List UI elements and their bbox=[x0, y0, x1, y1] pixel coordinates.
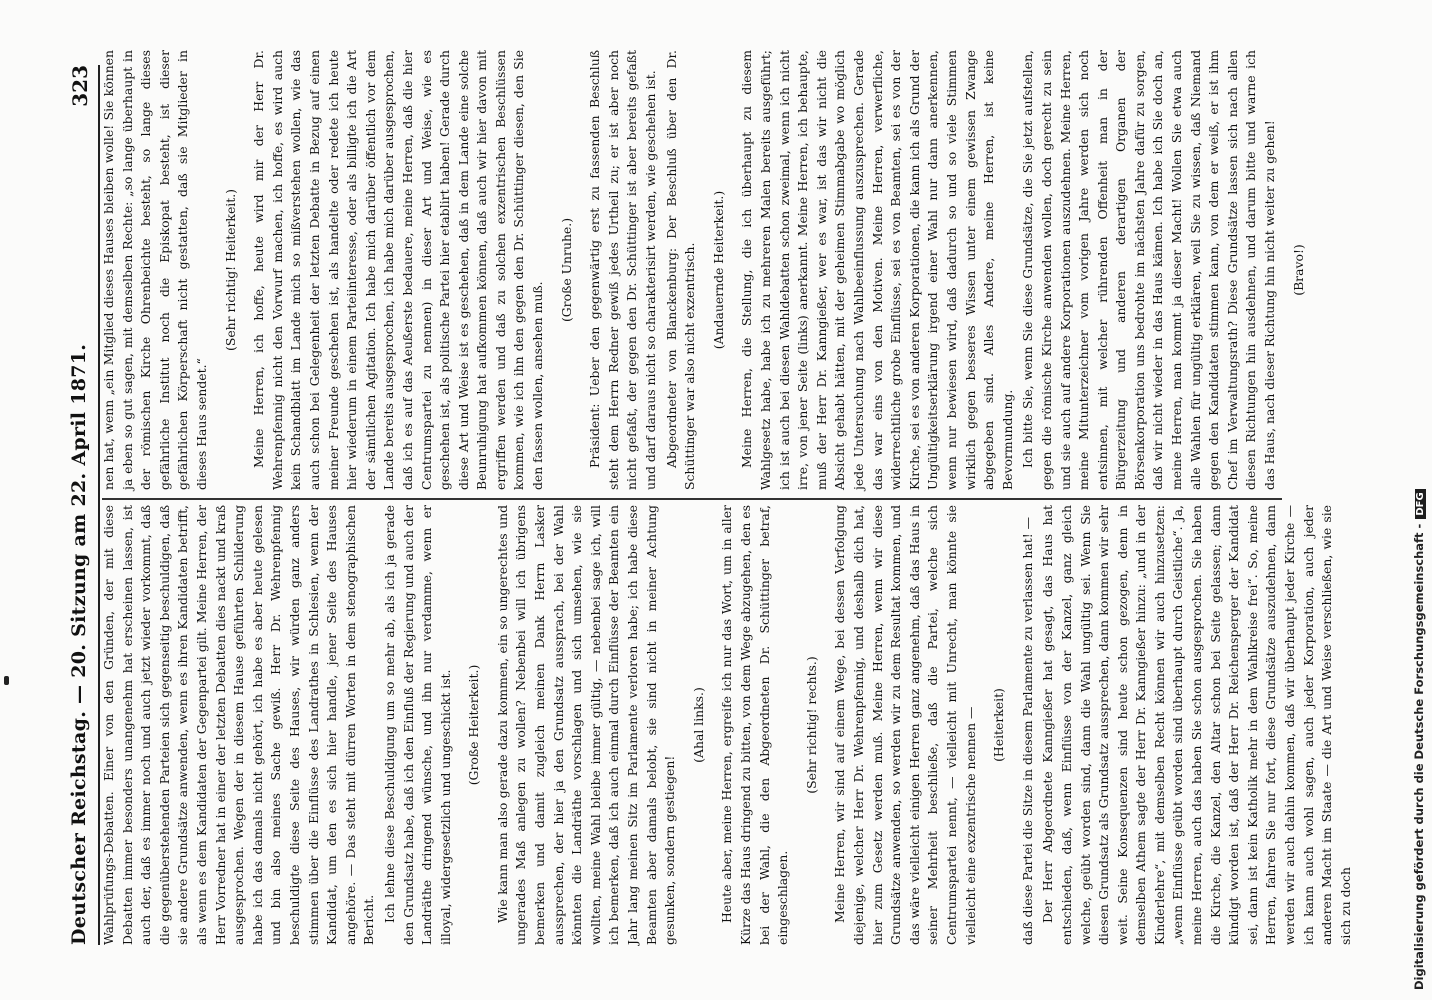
paragraph: Der Herr Abgeordnete Kanngießer hat gesagt, das Haus hat entschieden, daß, wenn Einflüsse von der Kanzel, ganz gleich welche, geübt worden sind, dann die Wahl ungültig sei. Wenn Sie diesen Grundsatz als Grundsatz aussprechen, dann kommen wir sehr weit. Seine Konsequenzen sind heute schon gezogen, denn in demselben Athem sagte der Herr Dr. Kanngießer hinzu: „und in der Kinderlehre“, mit demselben Recht können wir auch hinzusetzen: „wenn Einflüsse geübt worden sind überhaupt durch Geistliche“. Ja, meine Herren, auch das haben Sie schon ausgesprochen. Sie haben die Kirche, die Kanzel, den Altar schon bei Seite gelassen; dann kündigt worden ist, daß der Herr Dr. Reichensperger der Kandidat sei, dann ist kein Katholik mehr in dem Wahlkreise frei“. So, meine Herren, fahren Sie nur fort, diese Grundsätze auszudehnen, dann werden wir auch dahin kommen, daß wir überhaupt jeder Kirche — ich kann auch wohl sagen, auch jeder Korporation, auch jeder anderen Macht im Staate — die Art und Weise verschließen, wie sie sich zu doch bbox=[1040, 505, 1353, 945]
paragraph: Wahlprüfungs-Debatten. Einer von den Gründen, der mit diese Debatten immer besonders unangenehm hat erscheinen lassen, ist auch der, daß es immer noch und auch jetzt wieder vorkommt, daß die gegenüberstehenden Parteien sich gegenseitig beschuldigen, daß sie andere Grundsätze anwenden, wenn es ihren Kandidaten betrifft, als wenn es dem Kandidaten der Gegenpartei gilt. Meine Herren, der Herr Vorredner hat in einer der letzten Debatten dies nackt und kraß ausgesprochen. Wegen der in diesem Hause geführten Schilderung habe ich das damals nicht gehört, ich habe es aber heute gelesen und bin also meines Sache gewiß. Herr Dr. Wehrenpfennig beschuldigte diese Seite des Hauses, wir würden ganz anders stimmen über die Einflüsse des Landrathes in Schlesien, wenn der Kandidat, um den es sich hier handle, jener Seite des Hauses angehöre. — Das steht mit dürren Worten in dem stenographischen Bericht. bbox=[101, 505, 377, 945]
attribution-text: Digitalisierung gefördert durch die Deutsche Forschungsgemeinschaft - bbox=[1412, 523, 1426, 990]
stage-direction: (Große Heiterkeit.) bbox=[466, 664, 482, 786]
stage-direction: (Bravo!) bbox=[1290, 244, 1306, 296]
stage-direction: (Andauernde Heiterkeit.) bbox=[710, 190, 726, 350]
dfg-logo: DFG bbox=[1415, 489, 1426, 518]
stage-direction: (Große Unruhe.) bbox=[558, 217, 574, 323]
right-column bbox=[100, 50, 1306, 490]
paragraph: daß diese Partei die Sitze in diesem Parlamente zu verlassen hat! — bbox=[1019, 516, 1035, 945]
left-column bbox=[100, 505, 1353, 945]
dfg-attribution bbox=[1412, 489, 1426, 990]
paragraph: nen hat, wenn „ein Mitglied dieses Hauses bleiben wolle! Sie können ja eben so gut sagen, mit demselben Rechte: „so lange überhaupt in der römischen Kirche Ohrenbeichte besteht, so lange dieses gefährliche Institut noch die Episkopat besteht, ist dieser gefährlichen Körperschaft nicht gestatten, daß sie Mitglieder in dieses Haus sendet.“ bbox=[101, 50, 209, 490]
paragraph: Ich bitte Sie, wenn Sie diese Grundsätze, die Sie jetzt aufstellen, gegen die römische Kirche anwenden wollen, doch gerecht zu sein und sie auch auf andere Korporationen auszudehnen. Meine Herren, meine Mitunterzeichner vom vorigen Jahre werden sich noch entsinnen, mit welcher rührenden Offenheit man in der Bürgerzeitung und anderen derartigen Organen der Börsenkorporation uns bedrohte im nächsten Jahre dafür zu sorgen, daß wir nicht wieder in das Haus kämen. Ich habe ich Sie doch an, meine Herren, man kommt ja dieser Macht! Wollen Sie etwa auch alle Wahlen für ungültig erklären, weil Sie zu wissen, daß Niemand gegen den Kandidaten stimmen kann, von dem er weiß, er ist ihm Chef im Verwaltungsrath? Diese Grundsätze lassen sich nach allen diesen Richtungen hin ausdehnen, und darum bitte und warne ich das Haus, nach dieser Richtung hin nicht weiter zu gehen! bbox=[1020, 50, 1278, 490]
paragraph: Abgeordneter von Blanckenburg: Der Beschluß über den Dr. Schüttinger war also nicht exzentrisch. bbox=[663, 50, 698, 490]
column-divider bbox=[102, 499, 1282, 501]
paragraph: Ich lehne diese Beschuldigung um so mehr ab, als ich ja gerade den Grundsatz habe, daß ich den Einfluß der Regierung und auch der Landräthe dringend wünsche, und ihn nur verdamme, wenn er illoyal, widergesetzlich und ungeschickt ist. bbox=[381, 505, 453, 945]
stage-direction: (Sehr richtig! Heiterkeit.) bbox=[222, 189, 238, 351]
stage-direction: (Heiterkeit) bbox=[991, 688, 1007, 762]
stage-direction: (Sehr richtig! rechts.) bbox=[803, 656, 819, 794]
running-header bbox=[62, 65, 98, 945]
page-number: 323 bbox=[68, 65, 92, 107]
paragraph: Wie kann man also gerade dazu kommen, ein so ungerechtes und ungerades Maß anlegen zu wollen? Nebenbei will ich übrigens bemerken und damit zugleich meinen Dank Herrn Lasker aussprechen, der hier ja den Grundsatz aussprach, bei der Wahl könnten die Landräthe vorschlagen und sich umsehen, wie sie wollten, meine Wahl bleibe immer gültig, — nebenbei sage ich, will ich bemerken, daß ich auch einmal durch Einflüsse der Beamten ein Jahr lang meinen Sitz im Parlamente verloren habe; ich habe diese Beamten aber damals belobt, sie sind nicht in meiner Achtung gesunken, sondern gestiegen! bbox=[494, 505, 678, 945]
stage-direction: (Ahal links.) bbox=[690, 687, 706, 763]
paragraph: Meine Herren, die Stellung, die ich überhaupt zu diesem Wahlgesetz habe, habe ich zu mehreren Malen bereits ausgeführt; ich ist auch bei diesen Wahldebatten schon zweimal, wenn ich nicht irre, von jener Seite (links) anerkannt. Meine Herren, ich behaupte, muß der Herr Dr. Kanngießer, wer es war, ist das wir nicht die Absicht gehabt hätten, mit der geheimen Stimmabgabe wo möglich jede Untersuchung nach Wahlbeeinflussung auszusprechen. Gerade das war eins von den Motiven. Meine Herren, verwerfliche, widerrechtliche grobe Einflüsse, sei es von Beamten, sei es von der Kirche, sei es von anderen Korporationen, die kann ich als Grund der Ungültigkeitserklärung irgend einer Wahl nur dann anerkennen, wenn nur bewiesen wird, daß dadurch so und so viele Stimmen wirklich gegen besseres Wissen unter einem gewissen Zwange abgegeben sind. Alles Andere, meine Herren, ist keine Bevormundung. bbox=[739, 50, 1015, 490]
header-title: Deutscher Reichstag. — 20. Sitzung am 22. April 1871. bbox=[68, 343, 90, 945]
paragraph: Meine Herren, ich hoffe, heute wird mir der Herr Dr. Wehrenpfennig nicht den Vorwurf machen, ich hoffe, es wird auch kein Schandblatt im Lande mich so mißverstehen wollen, wie das auch schon bei Gelegenheit der letzten Debatte in Bezug auf einen meiner Freunde geschehen ist, als handelte oder redete ich heute hier wiederum in einem Parteiinteresse, oder als billigte ich die Art der sämtlichen Agitation. Ich habe mich darüber öffentlich vor dem Lande bereits ausgesprochen, ich habe mich darüber ausgesprochen, daß ich es auf das Aeußerste bedauere, meine Herren, daß die hier Centrumspartei zu nennen) in dieser Art und Weise, wie es geschehen ist, als politische Partei hier etablirt haben! Gerade durch diese Art und Weise ist es geschehen, daß in dem Lande eine solche Beunruhigung hat aufkommen können, daß auch wir hier davon mit ergriffen werden und daß zu solchen exzentrischen Beschlüssen kommen, wie ich ihn den gegen den Dr. Schüttinger diesen, den Sie den fassen wollen, ansehen muß. bbox=[251, 50, 546, 490]
paragraph: Präsident: Ueber den gegenwärtig erst zu fassenden Beschluß steht dem Herrn Redner gewiß jedes Urtheil zu; er ist aber noch nicht gefaßt, der gegen den Dr. Schüttinger ist aber bereits gefaßt und darf daraus nicht so charakterisirt werden, wie geschehen ist. bbox=[587, 50, 659, 490]
paragraph: Heute aber, meine Herren, ergreife ich nur das Wort, um in aller Kürze das Haus dringend zu bitten, von dem Wege abzugehen, den es bei der Wahl, die den Abgeordneten Dr. Schüttinger betraf, eingeschlagen. bbox=[719, 505, 791, 945]
paragraph: Meine Herren, wir sind auf einem Wege, bei dessen Verfolgung diejenige, welcher Herr Dr. Wehrenpfennig, und deshalb dich hat, hier zum Gesetz werden muß. Meine Herren, wenn wir diese Grundsätze anwenden, so werden wir zu dem Resultat kommen, und das wäre vielleicht einigen Herren ganz angenehm, daß das Haus in seiner Mehrheit beschließe, daß die Partei, welche sich Centrumspartei nennt, — vielleicht mit Unrecht, man könnte sie vielleicht eine exzentrische nennen — bbox=[832, 505, 978, 945]
